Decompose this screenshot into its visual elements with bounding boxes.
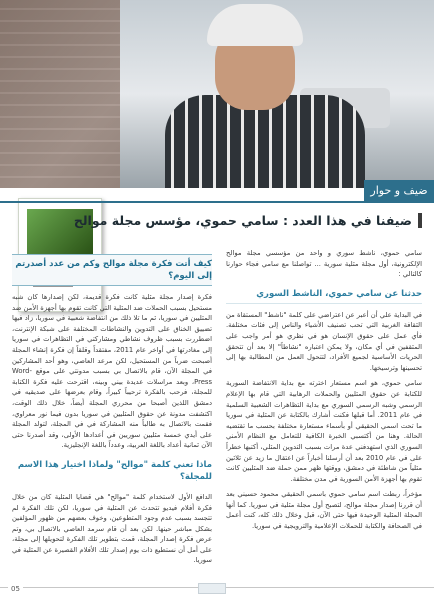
page-number: 05 <box>8 585 23 593</box>
banner-rule <box>0 201 434 203</box>
article-headline: ضيفنا في هذا العدد : سامي حموي، مؤسس مجلة موالح <box>12 213 422 228</box>
body-paragraph: مؤخراً، ربطت اسم سامي حموي باسمي الحقيقي محمود حسيني بعد أن قررنا إصدار مجلة موالح، لتصبح أول مجلة مثلية في سوريا. كما أنها المجلة المثلية الوحيدة فيها حتى الآن، قبل وخلال ذلك كله، كنت أعمل في الصحافة والكتابة للحملات الإعلامية والترويجية في سوريا. <box>226 490 422 531</box>
question-title: كيف أتت فكرة مجلة موالح وكم من عدد أصدرتم إلى اليوم؟ <box>12 254 212 286</box>
section-title: حدثنا عن سامي حموي، الناشط السوري <box>226 285 422 304</box>
person-cap <box>207 4 303 46</box>
brick-wall-background <box>0 0 120 188</box>
footer-tab <box>198 583 226 594</box>
right-column <box>226 248 422 537</box>
intro-paragraph: سامي حموي، ناشط سوري و واحد من مؤسسي مجلة موالح الإلكترونية، أول مجلة مثلية سورية ... تواصلنا مع سامي فجاء حوارنا كالتالي : <box>226 249 422 279</box>
body-paragraph: في البداية علي أن أعبر عن اعتراضي على كلمة "ناشط" المستقاة من الثقافة الغربية التي تحب تصنيف الأشياء والناس إلى فئات مختلفة. فأي عمل على حقوق الإنسان هو في نظري هو أمر واجب على المثقفين في أي مكان، ولا يمكن اعتباره "نشاطاً" إلا بعد أن تتحقق الحريات الأساسية لجميع الأفراد، لتتحول العمل من المطالبة بها إلى تحسينها وترسيخها. <box>226 310 422 372</box>
body-paragraph: سامي حموي، هو اسم مستعار اخترته مع بداية الانتفاضة السورية للكتابة عن حقوق المثليين والحملات الرهابية التي قام بها الإعلام الرسمي وشبه الرسمي السوري مع بداية التظاهرات الشعبية السلمية في عام 2011. أما قبلها فكنت أشارك بالكتابة عن المثلية في سوريا ما تحت اسمي الحقيقي أو بأسماء مستعارة مختلفة بحسب ما تقتضيه الحالة. وهنا من أكتسبي الخبرة الكافية للتعامل مع النظام الأمني السوري الذي استهدفني عدة مرات بسبب التدوين المثلي، أكتبها خطراً على في عام 2010 بعد أن أرسلنا أخباراً عن اعتقال ما زيد عن ثلاثين مثلياً من شاطئة في دمشق، ووقتها ظهر ممن حملة ضد المثليين كانت تقوم بها أجهزة الأمن السورية في مدن مختلفة. <box>226 379 423 483</box>
body-paragraph: فكرة إصدار مجلة مثلية كانت فكرة قديمة، لكن إصدارها كان شبه مستحيل بسبب الحملات ضد المثلية التي كانت تقوم بها أجهزة الأمن ضد المثليين في سوريا، ثم ما تلا ذلك من انتفاضة شعبية في سوريا، زاد فيها تضييق الخناق على التدوين والنشاطات المختلفة على شبكة الإنترنت، اضطررت بسبب ظروف نشاطي ومشاركتي في التظاهرات في سوريا إلى مغادرتها في أواخر عام 2011، مفتقداً وقلقاً إن فكرة إنشاء المجلة أصبحت ضرباً من المستحيل، لكن مرعد العاصي، وهو أحد المشاركين في المجلة الآن، قام بالاتصال بي بسبب مدونتي على موقع Word-Press، وبعد مراسلات عديدة بيني وبينه، اقترحت عليه فكرة الكتابة للمجلة، فرحب بالفكرة ترحيباً كبيراً، وقام بعرضها على صديقيه في دمشق اللذين أصبحا من محرري المجلة أيضاً، خلال ذلك الوقت، اكتشفت مدونة عن حقوق المثليين في سوريا بدون فيما نور معراوي، فقمت بالاتصال به طالباً منه المشاركة في في المجلة، لتولد المجلة على أيدي خمسة مثليين سوريين في أعدادها الأولى، وقد أصدرنا حتى الآن ثمانية أعداد باللغة العربية، وعدداً باللغة الإنجليزية. <box>12 293 212 450</box>
body-paragraph: الدافع الأول لاستخدام كلمة "موالح" هي قضايا المثلية كان من خلال فكرة أفلام فيديو تتحدث عن المثلية في سوريا، لكن تلك الفكرة لم تتجسد بسبب عدم وجود المتطوعين، وخوف بعضهم من ظهور المؤلفين بشكل مباشر حينها. لكن بعد أن قام سرمد العاصي بالاتصال بي، وتم عرض فكرة إصدار المجلة، قمت بتطوير تلك الفكرة لتحويلها إلى مجلة، على أمل أن نستطيع ذات يوم إصدار تلك الأفلام القصيرة عن المثلية في سوريا. <box>12 492 212 565</box>
question-title: ماذا تعني كلمة "موالح" ولماذا اختيار هذا الاسم للمجلة؟ <box>17 459 212 482</box>
left-column <box>12 250 212 571</box>
section-banner: ضيف و حوار <box>364 180 434 202</box>
hero-photo <box>0 0 434 188</box>
